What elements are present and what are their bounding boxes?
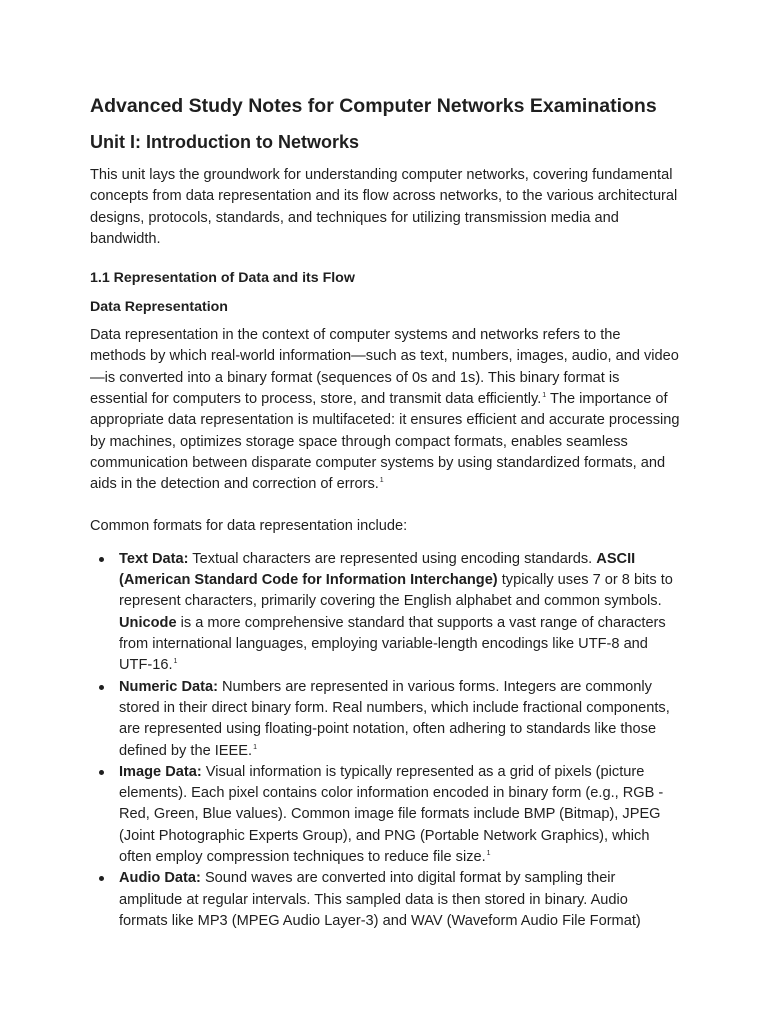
intro-paragraph: This unit lays the groundwork for understanding computer networks, covering fundamental concepts from data representation and its flow across networks, to the various architectural designs, protocols, standards, and techniques for utilizing transmission media and bandwidth. (90, 167, 678, 247)
unit-title: Unit I: Introduction to Networks (90, 132, 359, 152)
list-item-text: Visual information is typically represented as a grid of pixels (picture elements). Each pixel contains color information encoded in binary form (e.g., RGB - Red, Green, Blue values). Common image file formats include BMP (Bitmap), JPEG (Joint Photographic Experts Group), and PNG (Portable Network Graphics), which often employ compression techniques to reduce file size. (119, 763, 664, 866)
list-item-text-data (119, 549, 680, 677)
list-item-text: Sound waves are converted into digital format by sampling their amplitude at regular intervals. This sampled data is then stored in binary. Audio formats like MP3 (MPEG Audio Layer-3) and WAV (Waveform Audio File Format) (119, 870, 641, 929)
list-item-text: Textual characters are represented using encoding standards. (188, 550, 597, 567)
citation-marker: 1 (542, 392, 547, 400)
list-item-text: is a more comprehensive standard that supports a vast range of characters from international languages, employing variable-length encodings like UTF-8 and UTF-16. (119, 614, 666, 674)
formats-intro-paragraph: Common formats for data representation include: (90, 517, 408, 534)
list-item-emphasis: ASCII (American Standard Code for Information Interchange) (119, 550, 636, 589)
document-title: Advanced Study Notes for Computer Networks Examinations (90, 95, 657, 117)
list-item-audio-data (119, 868, 680, 932)
data-representation-paragraph (90, 325, 680, 495)
citation-marker: 1 (253, 743, 257, 751)
citation-marker: 1 (173, 658, 178, 666)
list-item-label: Numeric Data: (119, 678, 218, 695)
list-item-text: typically uses 7 or 8 bits to represent characters, primarily covering the English alphabet and common symbols. (119, 572, 673, 610)
formats-list (90, 549, 680, 932)
list-item-emphasis: Unicode (119, 614, 177, 631)
list-item-label: Audio Data: (119, 870, 201, 887)
list-item-numeric-data (119, 677, 680, 762)
section-heading: 1.1 Representation of Data and its Flow (90, 270, 355, 287)
list-item-text: Numbers are represented in various forms. Integers are commonly stored in their direct binary form. Real numbers, which include fractional components, are represented using floating-point notation, often adhering to standards like those defined by the IEEE. (119, 678, 670, 759)
citation-marker: 1 (486, 850, 491, 858)
subsection-heading: Data Representation (90, 299, 228, 316)
citation-marker: 1 (379, 477, 384, 485)
paragraph-text: Data representation in the context of computer systems and networks refers to the methods by which real-world information—such as text, numbers, images, audio, and video—is converted into a binary format (sequences of 0s and 1s). This binary format is essential for computers to process, store, and transmit data efficiently. (90, 327, 679, 408)
list-item-image-data (119, 762, 680, 868)
paragraph-text: The importance of appropriate data representation is multifaceted: it ensures efficient and accurate processing by machines, optimizes storage space through compact formats, enables seamless communication between disparate computer systems by using standardized formats, and aids in the detection and correction of errors. (90, 391, 680, 493)
list-item-label: Image Data: (119, 763, 202, 780)
list-item-label: Text Data: (119, 550, 189, 567)
